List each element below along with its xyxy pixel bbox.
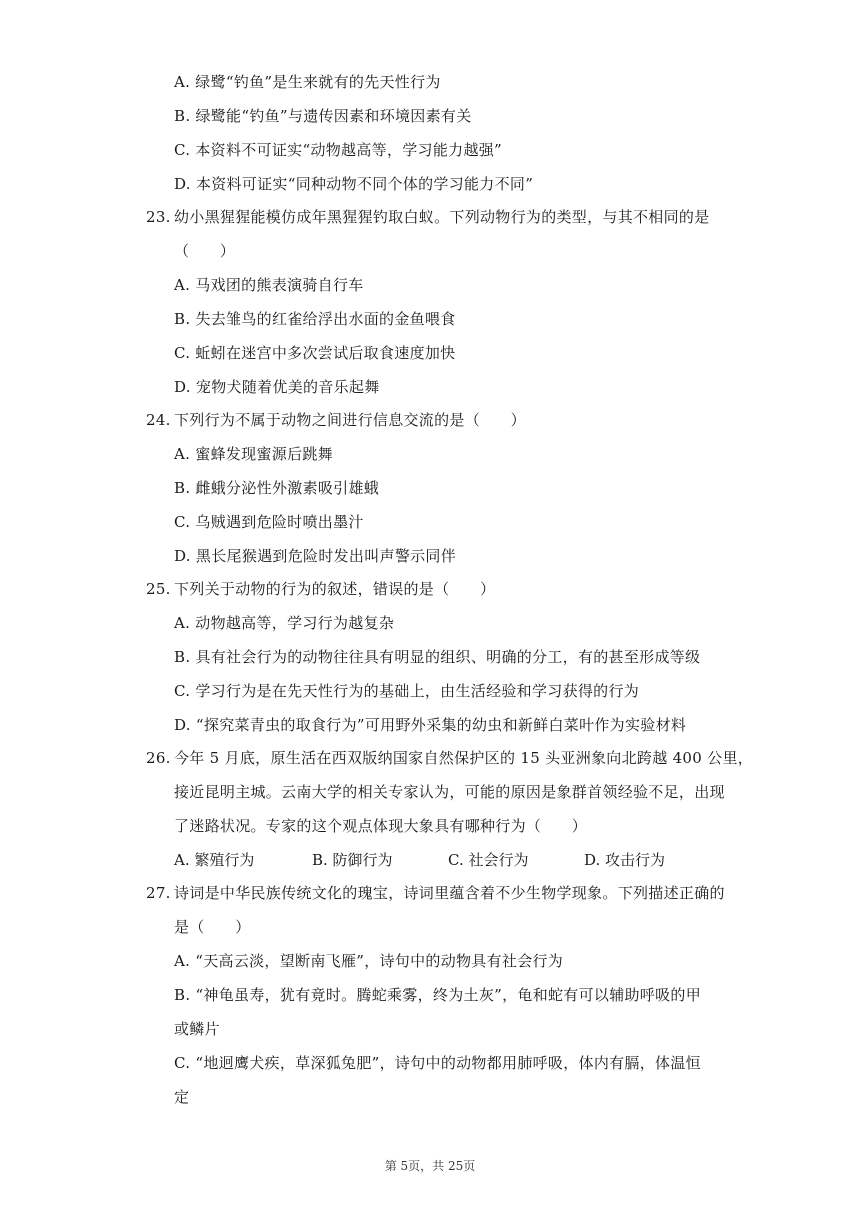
q27-option-b-continued: 或鳞片 [174,1020,220,1038]
page-footer: 第 5页，共 25页 [384,1159,476,1173]
q26-option-c: C. 社会行为 [448,851,529,869]
q24-option-c: C. 乌贼遇到危险时喷出墨汁 [174,513,364,531]
q23-option-b: B. 失去雏鸟的红雀给浮出水面的金鱼喂食 [174,310,456,328]
q25-option-b: B. 具有社会行为的动物往往具有明显的组织、明确的分工，有的甚至形成等级 [174,648,701,666]
q25-option-d: D. “探究菜青虫的取食行为”可用野外采集的幼虫和新鲜白菜叶作为实验材料 [174,716,687,734]
q23-option-d: D. 宠物犬随着优美的音乐起舞 [174,378,380,396]
q25-text-line1: 下列关于动物的行为的叙述，错误的是（ ） [174,580,496,598]
q23-number: 23. [146,208,171,226]
q26-text-line3: 了迷路状况。专家的这个观点体现大象具有哪种行为（ ） [174,817,588,835]
q24-number: 24. [146,411,171,429]
q24-option-b: B. 雌蛾分泌性外激素吸引雄蛾 [174,479,380,497]
q26-option-d: D. 攻击行为 [584,851,666,869]
q27-option-c-continued: 定 [174,1088,190,1106]
q23-text-line2: （ ） [174,242,236,260]
q22-option-d: D. 本资料可证实“同种动物不同个体的学习能力不同” [174,175,534,193]
q23-option-c: C. 蚯蚓在迷宫中多次尝试后取食速度加快 [174,344,456,362]
q26-option-b: B. 防御行为 [312,851,393,869]
q27-option-c: C. “地迥鹰犬疾，草深狐兔肥”，诗句中的动物都用肺呼吸，体内有膈，体温恒 [174,1054,701,1072]
q27-option-b: B. “神龟虽寿，犹有竟时。腾蛇乘雾，终为土灰”，龟和蛇有可以辅助呼吸的甲 [174,986,701,1004]
q26-number: 26. [146,749,171,767]
q24-text-line1: 下列行为不属于动物之间进行信息交流的是（ ） [174,411,526,429]
q24-option-a: A. 蜜蜂发现蜜源后跳舞 [174,445,333,463]
q23-text-line1: 幼小黑猩猩能模仿成年黑猩猩钓取白蚁。下列动物行为的类型，与其不相同的是 [174,208,710,226]
q27-text-line2: 是（ ） [174,918,251,936]
q22-option-a: A. 绿鹭“钓鱼”是生来就有的先天性行为 [174,73,441,91]
q24-option-d: D. 黑长尾猴遇到危险时发出叫声警示同伴 [174,547,457,565]
q25-option-c: C. 学习行为是在先天性行为的基础上，由生活经验和学习获得的行为 [174,682,640,700]
q22-option-c: C. 本资料不可证实“动物越高等，学习能力越强” [174,141,503,159]
q27-text-line1: 诗词是中华民族传统文化的瑰宝，诗词里蕴含着不少生物学现象。下列描述正确的 [174,884,725,902]
q22-option-b: B. 绿鹭能“钓鱼”与遗传因素和环境因素有关 [174,107,472,125]
q26-text-line2: 接近昆明主城。云南大学的相关专家认为，可能的原因是象群首领经验不足，出现 [174,783,725,801]
q23-option-a: A. 马戏团的熊表演骑自行车 [174,276,364,294]
q27-option-a: A. “天高云淡，望断南飞雁”，诗句中的动物具有社会行为 [174,952,564,970]
q25-option-a: A. 动物越高等，学习行为越复杂 [174,614,395,632]
q25-number: 25. [146,580,171,598]
q26-option-a: A. 繁殖行为 [174,851,255,869]
q27-number: 27. [146,884,171,902]
q26-text-line1: 今年 5 月底，原生活在西双版纳国家自然保护区的 15 头亚洲象向北跨越 400 公里， [174,749,754,767]
